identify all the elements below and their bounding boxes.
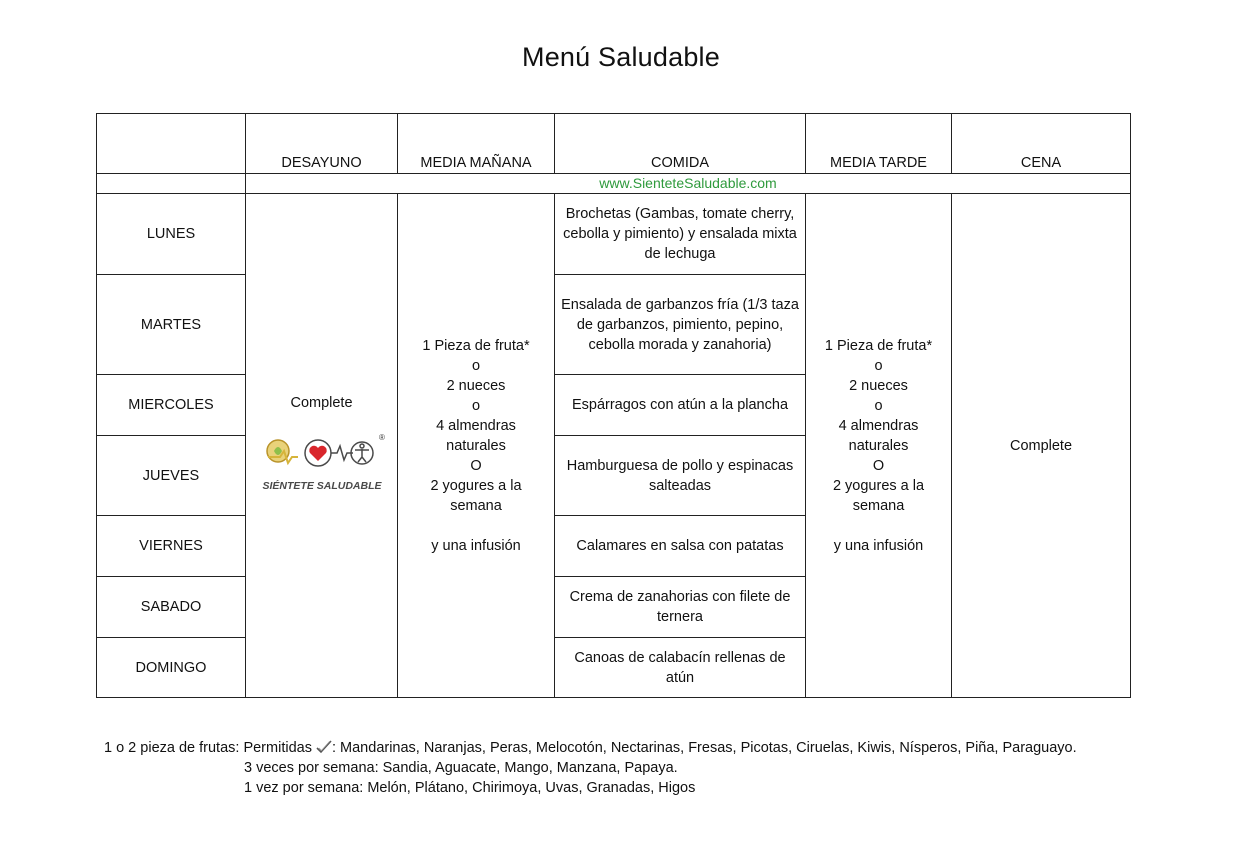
notes-line-1: 1 o 2 pieza de frutas: Permitidas : Mandarinas, Naranjas, Peras, Melocotón, Nectarinas, Fresas, Picotas, Ciruelas, Kiwis, Nísperos, Piña, Paraguayo. [104,740,1077,756]
website-cell [246,174,1131,194]
day-label: SABADO [97,577,246,638]
checkmark-icon [316,740,332,754]
day-label: LUNES [97,194,246,275]
notes-line-3: 1 vez por semana: Melón, Plátano, Chirimoya, Uvas, Granadas, Higos [244,780,696,796]
comida-cell: Ensalada de garbanzos fría (1/3 taza de garbanzos, pimiento, pepino, cebolla morada y zanahoria) [555,275,806,375]
pulse-icon [331,446,353,460]
day-label: JUEVES [97,436,246,516]
media-tarde-cell: 1 Pieza de fruta* o 2 nueces o 4 almendras naturales O 2 yogures a la semana y una infusión [806,194,952,698]
header-empty [97,114,246,174]
header-row [97,114,1131,174]
media-manana-cell: 1 Pieza de fruta* o 2 nueces o 4 almendras naturales O 2 yogures a la semana y una infusión [398,194,555,698]
notes-line-2: 3 veces por semana: Sandia, Aguacate, Mango, Manzana, Papaya. [244,760,678,776]
day-label: MIERCOLES [97,375,246,436]
comida-cell: Hamburguesa de pollo y espinacas salteadas [555,436,806,516]
page-title: Menú Saludable [522,42,720,72]
header-media-manana: MEDIA MAÑANA [398,114,555,174]
website-row-blank [97,174,246,194]
cena-cell: Complete [952,194,1131,698]
header-comida: COMIDA [555,114,806,174]
siente-saludable-logo [260,431,384,499]
website-link[interactable]: www.SienteteSaludable.com [599,175,777,191]
table-row [97,194,1131,275]
heart-icon [309,445,326,460]
website-row [97,174,1131,194]
desayuno-cell [246,194,398,698]
day-label: DOMINGO [97,638,246,698]
person-icon [355,444,369,462]
comida-cell: Calamares en salsa con patatas [555,516,806,577]
day-label: MARTES [97,275,246,375]
day-label: VIERNES [97,516,246,577]
comida-cell: Espárragos con atún a la plancha [555,375,806,436]
svg-text:®: ® [378,432,385,442]
menu-table [96,113,1131,698]
header-media-tarde: MEDIA TARDE [806,114,952,174]
fruit-notes [104,738,1077,798]
header-desayuno: DESAYUNO [246,114,398,174]
comida-cell: Brochetas (Gambas, tomate cherry, cebolla y pimiento) y ensalada mixta de lechuga [555,194,806,275]
comida-cell: Canoas de calabacín rellenas de atún [555,638,806,698]
header-cena: CENA [952,114,1131,174]
desayuno-text: Complete [290,394,353,411]
comida-cell: Crema de zanahorias con filete de ternera [555,577,806,638]
svg-text:SIÉNTETE SALUDABLE: SIÉNTETE SALUDABLE [261,479,382,492]
